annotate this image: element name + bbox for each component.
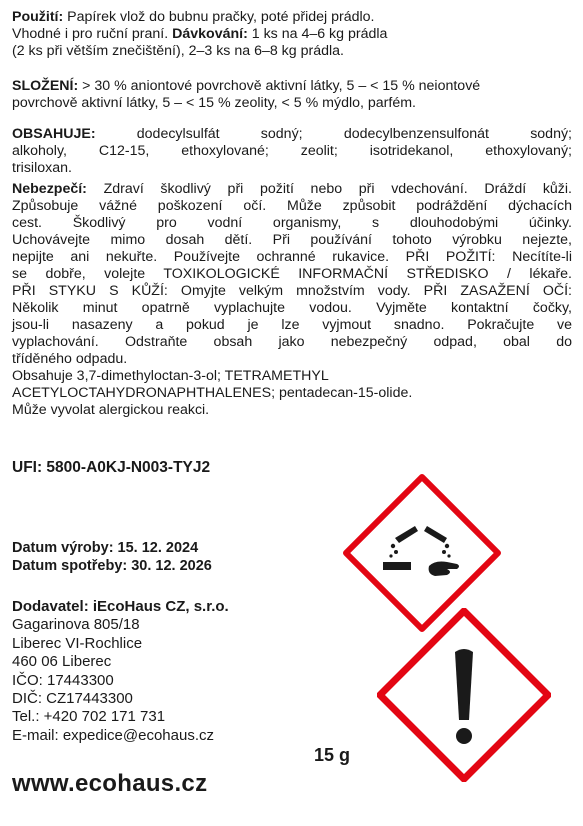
expiry-date: Datum spotřeby: 30. 12. 2026	[12, 558, 212, 574]
usage-text: Papírek vlož do bubnu pračky, poté přidej prádlo.	[63, 9, 375, 25]
usage-text-3: (2 ks při větším znečištění), 2–3 ks na 6–8 kg prádla.	[12, 43, 344, 59]
composition-label: SLOŽENÍ:	[12, 78, 79, 94]
dosage-label: Dávkování:	[172, 26, 248, 42]
usage-section	[12, 9, 572, 60]
hazard-line: Způsobuje vážné poškození očí. Může způsobit podráždění dýchacích	[12, 198, 572, 214]
contains-text-3: trisiloxan.	[12, 160, 72, 176]
website-url[interactable]: www.ecohaus.cz	[12, 770, 208, 797]
contains-label: OBSAHUJE:	[12, 126, 96, 142]
hazard-line: nepijte ani nekuřte. Používejte ochranné rukavice. PŘI POŽITÍ: Necítíte-li	[12, 249, 572, 265]
supplier-address: 460 06 Liberec	[12, 653, 112, 671]
supplier-title: Dodavatel: iEcoHaus CZ, s.r.o.	[12, 598, 229, 615]
net-weight: 15 g	[314, 745, 351, 765]
hazard-line: Uchovávejte mimo dosah dětí. Při používání tohoto výrobku nejezte,	[12, 232, 572, 248]
supplier-section	[12, 598, 229, 745]
contains-text-2: alkoholy, C12-15, ethoxylované; zeolit; isotridekanol, ethoxylovaný;	[12, 143, 572, 159]
hazard-line: cest. Škodlivý pro vodní organismy, s dlouhodobými účinky.	[12, 215, 572, 231]
ufi-code: UFI: 5800-A0KJ-N003-TYJ2	[12, 459, 211, 476]
supplier-address: Liberec VI-Rochlice	[12, 634, 143, 652]
hazard-line: jsou-li nasazeny a pokud je lze vyjmout snadno. Pokračujte ve	[12, 317, 572, 333]
allergy-note: Může vyvolat alergickou reakci.	[12, 402, 210, 418]
hazard-line: se dobře, volejte TOXIKOLOGICKÉ INFORMAČNÍ STŘEDISKO / lékaře.	[12, 266, 572, 282]
composition-text-2: povrchově aktivní látky, 5 – < 15 % zeolity, < 5 % mýdlo, parfém.	[12, 95, 417, 111]
hazard-line: tříděného odpadu.	[12, 351, 128, 367]
hazard-line: PŘI STYKU S KŮŽÍ: Omyjte velkým množstvím vody. PŘI ZASAŽENÍ OČÍ:	[12, 283, 572, 299]
usage-label: Použití:	[12, 9, 64, 25]
hazard-note: Obsahuje 3,7-dimethyloctan-3-ol; TETRAMETHYL	[12, 368, 329, 384]
supplier-address: Gagarinova 805/18	[12, 616, 140, 634]
contains-text: dodecylsulfát sodný; dodecylbenzensulfonát sodný;	[95, 126, 572, 142]
supplier-ico: IČO: 17443300	[12, 671, 114, 689]
supplier-phone: Tel.: +420 702 171 731	[12, 708, 166, 726]
exclamation-pictogram	[377, 608, 551, 782]
dosage-text: 1 ks na 4–6 kg prádla	[247, 26, 388, 42]
contains-section	[12, 126, 572, 177]
hazard-line: vyplachování. Odstraňte obsah jako nebezpečný odpad, obal do	[12, 334, 572, 350]
hazard-note: ACETYLOCTAHYDRONAPHTHALENES; pentadecan-15-olide.	[12, 385, 413, 401]
hazard-line: Několik minut opatrně vyplachujte vodou. Vyjměte kontaktní čočky,	[12, 300, 572, 316]
supplier-email: E-mail: expedice@ecohaus.cz	[12, 726, 214, 744]
hazard-section	[12, 181, 572, 419]
hazard-label: Nebezpečí:	[12, 181, 87, 197]
hazard-line: Zdraví škodlivý při požití nebo při vdechování. Dráždí kůži.	[86, 181, 572, 197]
production-date: Datum výroby: 15. 12. 2024	[12, 540, 199, 556]
composition-text: > 30 % aniontové povrchově aktivní látky, 5 – < 15 % neiontové	[78, 78, 481, 94]
composition-section	[12, 78, 572, 112]
usage-text-2: Vhodné i pro ruční praní.	[12, 26, 173, 42]
supplier-dic: DIČ: CZ17443300	[12, 690, 133, 708]
dates-section	[12, 539, 212, 575]
